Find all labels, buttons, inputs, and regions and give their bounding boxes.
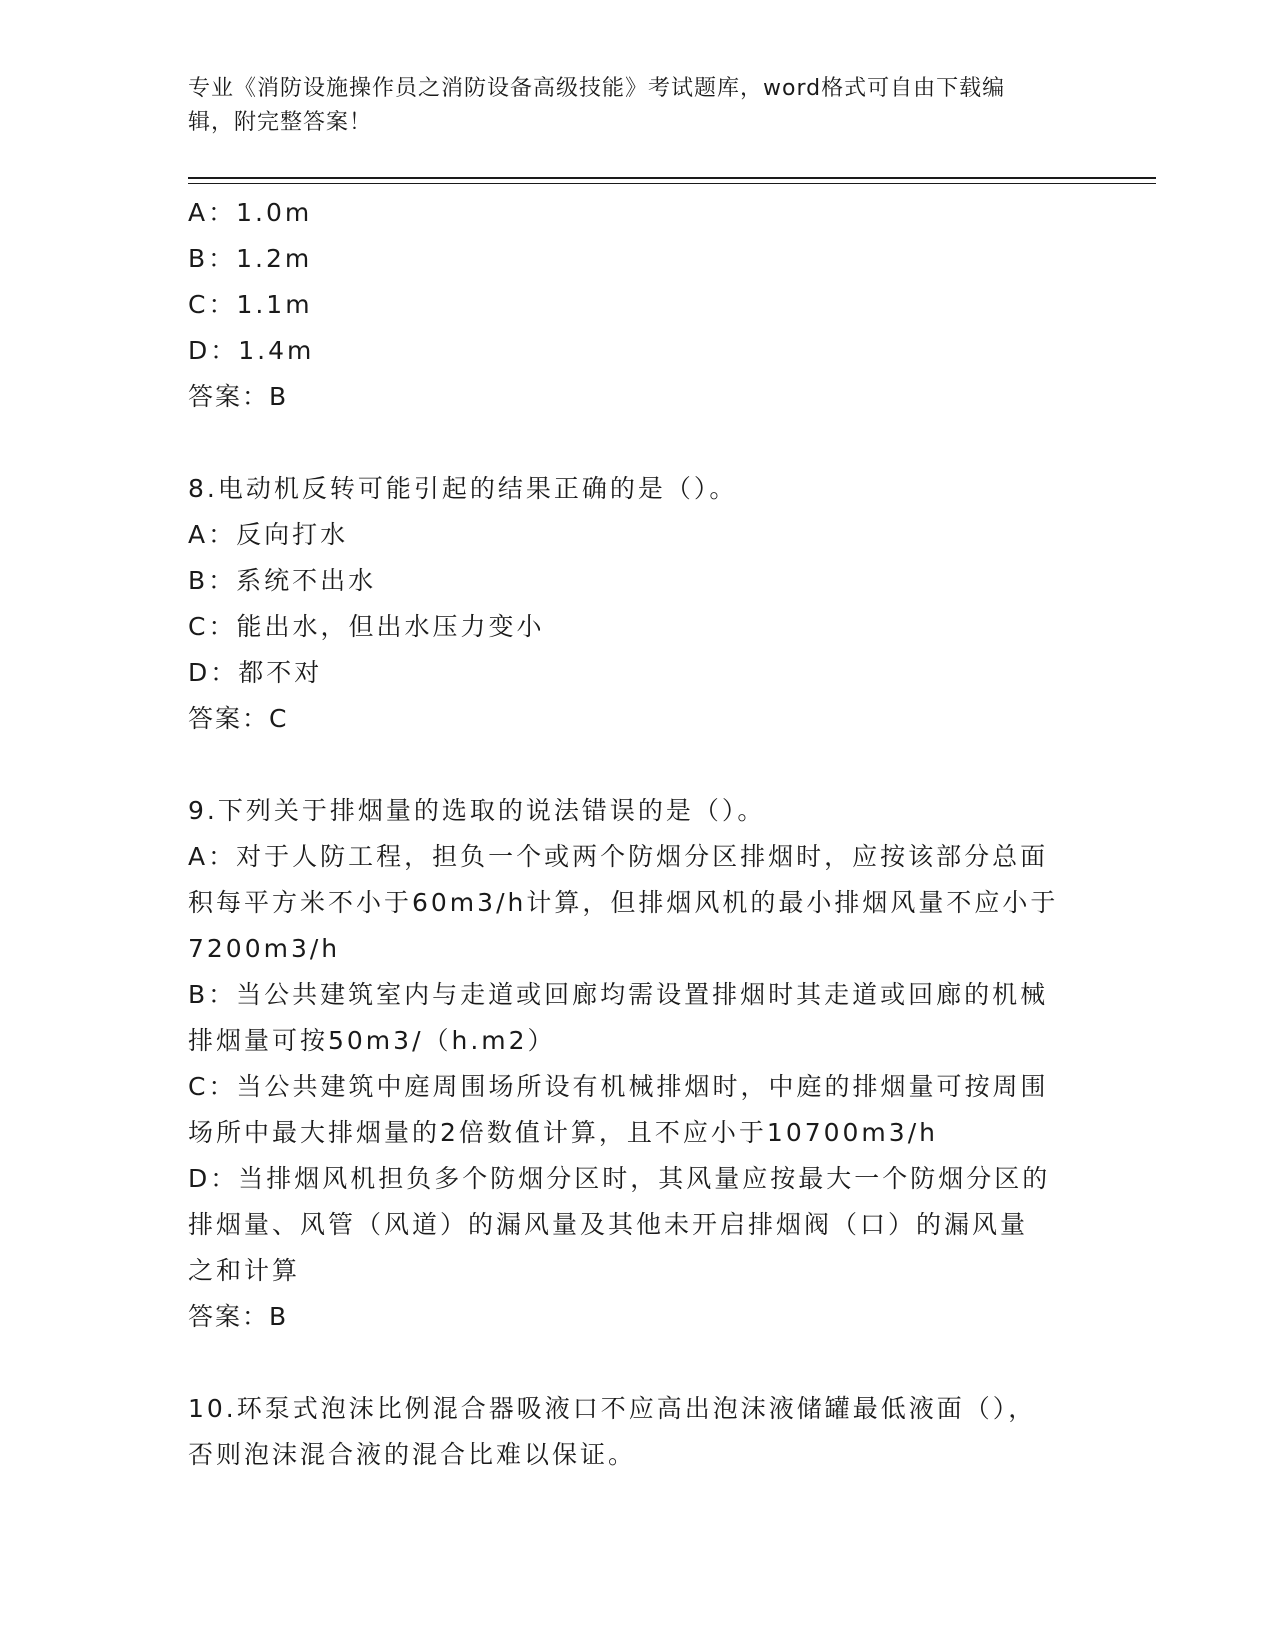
option-a-line-3: 7200m3/h [188,934,341,963]
option-b-line-1: B：当公共建筑室内与走道或回廊均需设置排烟时其走道或回廊的机械 [188,980,1049,1009]
question-9 [188,788,1088,1340]
option-a: A：1.0m [188,198,313,227]
question-8 [188,466,1088,742]
question-stem-line-1: 10.环泵式泡沫比例混合器吸液口不应高出泡沫液储罐最低液面（）， [188,1394,1037,1423]
header-rule-thin [188,183,1156,184]
header-line-2: 辑，附完整答案！ [188,110,373,135]
option-d-line-3: 之和计算 [188,1256,301,1285]
answer: 答案：B [188,382,289,411]
spacer [188,1340,1088,1386]
option-d-line-2: 排烟量、风管（风道）的漏风量及其他未开启排烟阀（口）的漏风量 [188,1210,1029,1239]
answer: 答案：B [188,1302,289,1331]
option-c-line-2: 场所中最大排烟量的2倍数值计算，且不应小于10700m3/h [188,1118,938,1147]
option-a: A：反向打水 [188,520,349,549]
option-a-line-2: 积每平方米不小于60m3/h计算，但排烟风机的最小排烟风量不应小于 [188,888,1059,917]
option-a-line-1: A：对于人防工程，担负一个或两个防烟分区排烟时，应按该部分总面 [188,842,1049,871]
question-stem: 8.电动机反转可能引起的结果正确的是（）。 [188,474,738,503]
option-b-line-2: 排烟量可按50m3/（h.m2） [188,1026,556,1055]
exam-content [188,190,1088,1478]
question-stem: 9.下列关于排烟量的选取的说法错误的是（）。 [188,796,766,825]
option-c: C：能出水，但出水压力变小 [188,612,545,641]
question-stem-line-2: 否则泡沫混合液的混合比难以保证。 [188,1440,637,1469]
option-d: D：1.4m [188,336,315,365]
document-header [188,72,1088,140]
question-10 [188,1386,1088,1478]
spacer [188,420,1088,466]
option-b: B：系统不出水 [188,566,377,595]
header-rule-thick [188,177,1156,179]
option-b: B：1.2m [188,244,313,273]
option-c-line-1: C：当公共建筑中庭周围场所设有机械排烟时，中庭的排烟量可按周围 [188,1072,1049,1101]
spacer [188,742,1088,788]
question-7 [188,190,1088,420]
option-d-line-1: D：当排烟风机担负多个防烟分区时，其风量应按最大一个防烟分区的 [188,1164,1051,1193]
option-d: D：都不对 [188,658,323,687]
header-line-1: 专业《消防设施操作员之消防设备高级技能》考试题库，word格式可自由下载编 [188,76,1006,101]
answer: 答案：C [188,704,289,733]
option-c: C：1.1m [188,290,313,319]
